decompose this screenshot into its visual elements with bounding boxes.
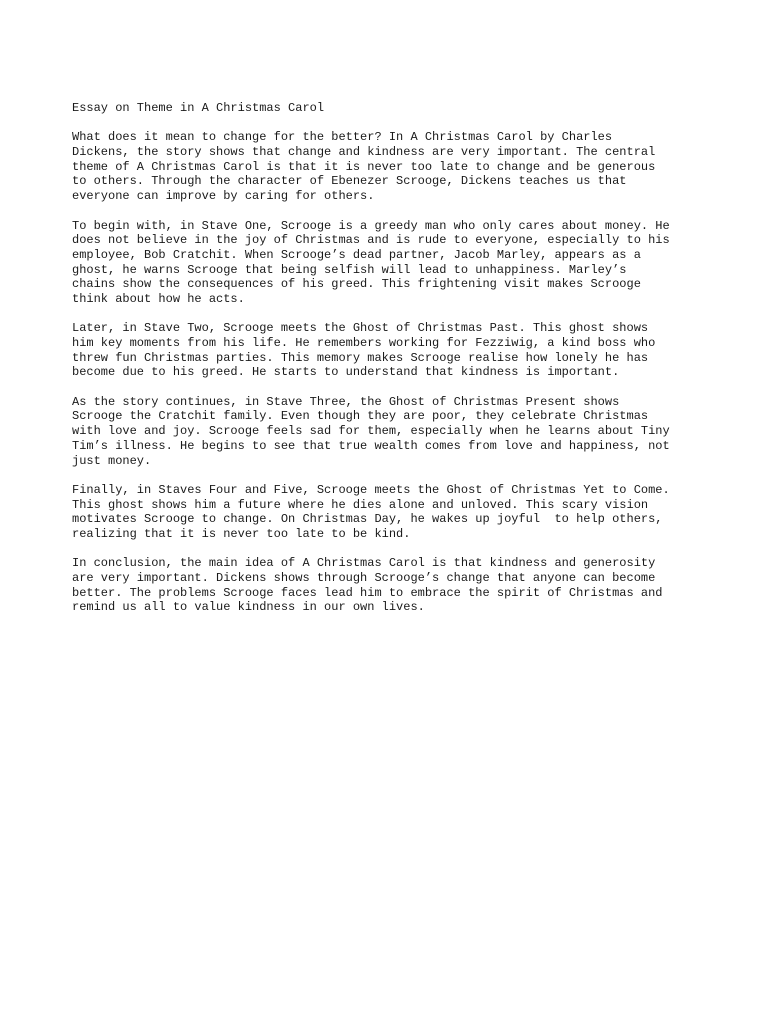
text-line: chains show the consequences of his greed. This frightening visit makes Scrooge [72,277,641,292]
text-line: What does it mean to change for the better? In A Christmas Carol by Charles [72,130,613,145]
text-line: motivates Scrooge to change. On Christmas Day, he wakes up joyful to help others, [72,512,663,527]
paragraph-stave-three [72,395,712,468]
text-line: does not believe in the joy of Christmas and is rude to everyone, especially to his [72,233,670,248]
document-page [72,101,712,630]
text-line: As the story continues, in Stave Three, the Ghost of Christmas Present shows [72,394,620,409]
text-line: Later, in Stave Two, Scrooge meets the Ghost of Christmas Past. This ghost shows [72,321,649,336]
paragraph-stave-two [72,321,712,380]
text-line: become due to his greed. He starts to understand that kindness is important. [72,365,620,380]
paragraph-conclusion [72,556,712,615]
paragraph-staves-four-five [72,483,712,542]
text-line: remind us all to value kindness in our own lives. [72,600,425,615]
text-line: everyone can improve by caring for others. [72,189,375,204]
text-line: are very important. Dickens shows through Scrooge’s change that anyone can become [72,571,656,585]
text-line: him key moments from his life. He remembers working for Fezziwig, a kind boss who [72,336,656,350]
text-line: This ghost shows him a future where he dies alone and unloved. This scary vision [72,497,649,512]
text-line: better. The problems Scrooge faces lead him to embrace the spirit of Christmas and [72,585,663,600]
paragraph-intro [72,130,712,203]
text-line: Scrooge the Cratchit family. Even though they are poor, they celebrate Christmas [72,409,649,424]
text-line: ghost, he warns Scrooge that being selfish will lead to unhappiness. Marley’s [72,262,627,277]
text-line: theme of A Christmas Carol is that it is never too late to change and be generous [72,159,656,174]
text-line: to others. Through the character of Ebenezer Scrooge, Dickens teaches us that [72,174,627,189]
text-line: threw fun Christmas parties. This memory makes Scrooge realise how lonely he has [72,350,649,365]
text-line: Dickens, the story shows that change and kindness are very important. The central [72,145,656,160]
text-line: In conclusion, the main idea of A Christmas Carol is that kindness and generosity [72,556,656,571]
text-line: with love and joy. Scrooge feels sad for them, especially when he learns about Tiny [72,424,670,439]
text-line: just money. [72,453,152,468]
text-line: To begin with, in Stave One, Scrooge is a greedy man who only cares about money. He [72,218,670,233]
text-line: think about how he acts. [72,291,245,306]
text-line: realizing that it is never too late to be kind. [72,526,411,541]
paragraph-stave-one [72,219,712,307]
essay-title: Essay on Theme in A Christmas Carol [72,101,325,115]
text-line: Tim’s illness. He begins to see that true wealth comes from love and happiness, not [72,438,670,453]
text-line: Finally, in Staves Four and Five, Scrooge meets the Ghost of Christmas Yet to Come. [72,482,670,497]
text-line: employee, Bob Cratchit. When Scrooge’s dead partner, Jacob Marley, appears as a [72,247,641,262]
